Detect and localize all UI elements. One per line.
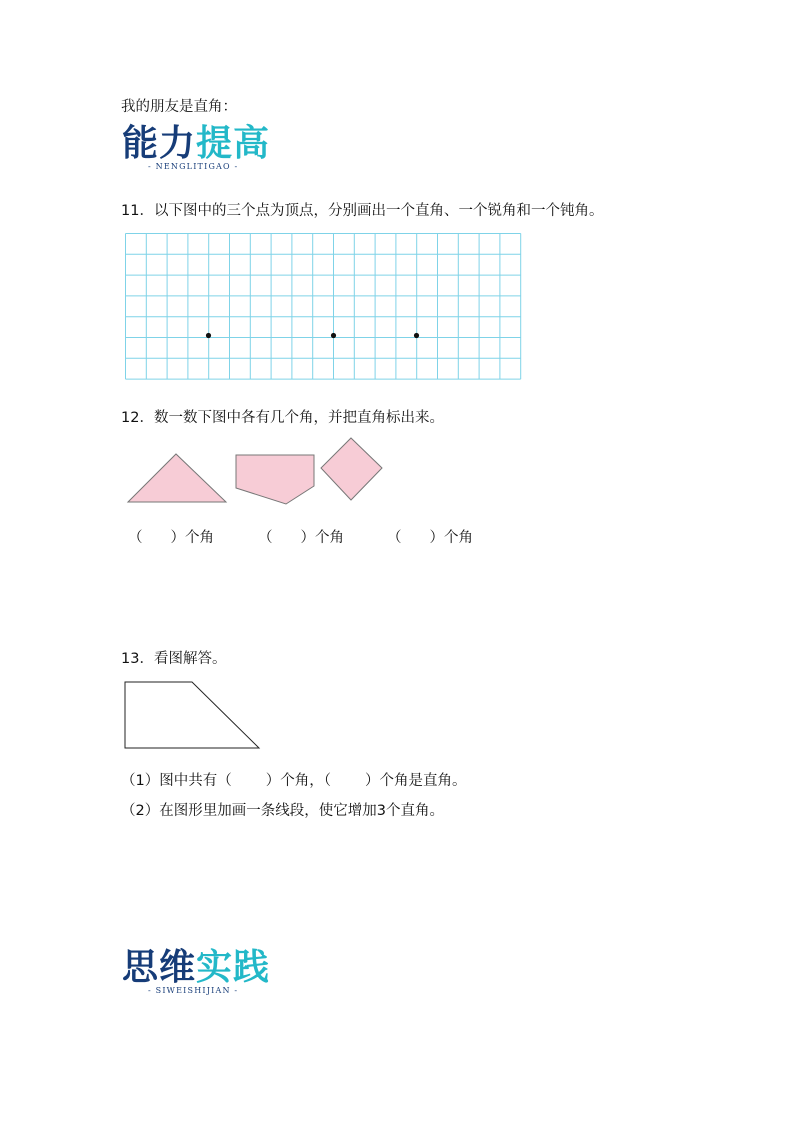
grid-vertex-dot-2	[331, 333, 336, 338]
pentagon-shape	[236, 455, 314, 504]
question-13-text: 13．看图解答。	[121, 651, 227, 667]
answer-close-label: ）个角	[429, 530, 473, 546]
banner-title-part1: 思维	[122, 947, 197, 988]
banner-title-part2: 提高	[196, 123, 271, 164]
q13-part1-prefix: （1）图中共有（	[121, 773, 232, 789]
answer-close-label: ）个角	[170, 530, 214, 546]
banner-subtitle: - NENGLITIGAO -	[148, 162, 239, 171]
q13-part-2: （2）在图形里加画一条线段，使它增加3个直角。	[121, 803, 444, 819]
banner-title-part2: 实践	[196, 947, 271, 988]
intro-line: 我的朋友是直角：	[121, 99, 237, 115]
q12-answer-2[interactable]	[258, 528, 344, 548]
answer-close-label: ）个角	[300, 530, 344, 546]
q12-answer-3[interactable]	[387, 528, 473, 548]
section-banner-nengli	[122, 124, 270, 171]
answer-open-paren: （	[387, 530, 402, 546]
q12-answer-1[interactable]	[128, 528, 214, 548]
answer-open-paren: （	[128, 530, 143, 546]
diamond-shape	[321, 438, 382, 500]
trapezoid-shape	[125, 682, 259, 748]
q11-dot-grid[interactable]	[120, 229, 530, 385]
q13-part-1[interactable]	[121, 771, 466, 791]
banner-title-part1: 能力	[122, 123, 197, 164]
answer-open-paren: （	[258, 530, 273, 546]
question-12-text: 12．数一数下图中各有几个角，并把直角标出来。	[121, 410, 444, 426]
q13-part1-suffix: ）个角是直角。	[364, 773, 467, 789]
question-11-text: 11．以下图中的三个点为顶点，分别画出一个直角、一个锐角和一个钝角。	[121, 203, 604, 219]
grid-vertex-dot-3	[414, 333, 419, 338]
triangle-shape	[128, 454, 226, 502]
section-banner-siwei	[122, 948, 270, 995]
banner-subtitle: - SIWEISHIJIAN -	[148, 986, 239, 995]
grid-vertex-dot-1	[206, 333, 211, 338]
q12-shapes	[120, 430, 400, 512]
q13-part1-mid: ）个角，（	[265, 773, 331, 789]
q13-trapezoid	[120, 678, 270, 754]
